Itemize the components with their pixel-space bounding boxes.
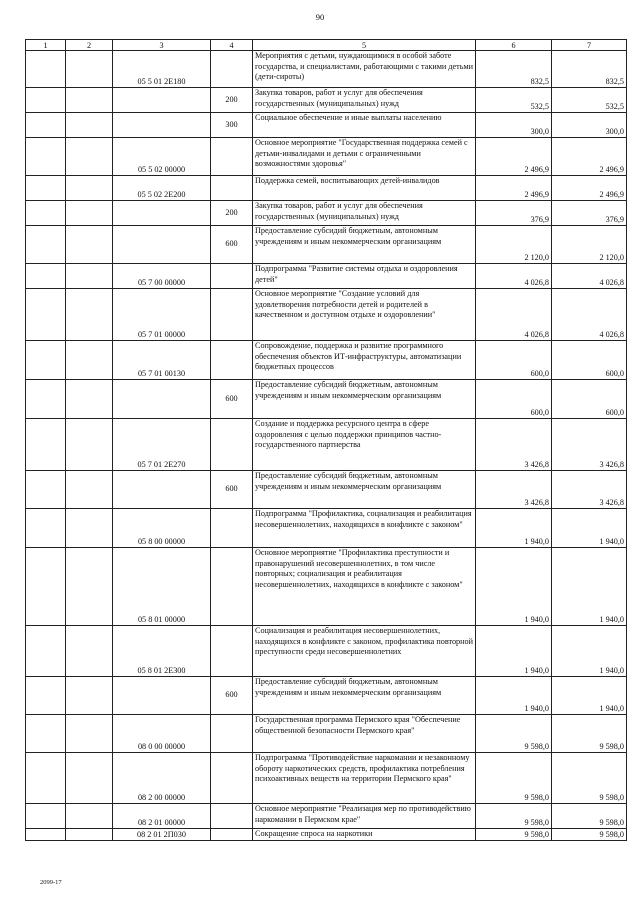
- budget-code-cell: 05 5 02 00000: [113, 138, 211, 176]
- expense-type-cell: [211, 176, 253, 201]
- budget-code-cell: [113, 201, 211, 226]
- item-name-cell: Подпрограмма "Профилактика, социализация и реабилитация несовершеннолетних, находящихся в конфликте с законом": [253, 509, 476, 548]
- col2-cell: [66, 201, 113, 226]
- budget-code-cell: [113, 677, 211, 715]
- item-name-cell: Основное мероприятие "Профилактика преступности и правонарушений несовершеннолетних, в том числе повторных; социализация и реабилитация несовершеннолетних, находящихся в конфликте с законом": [253, 548, 476, 626]
- col2-cell: [66, 509, 113, 548]
- budget-code-cell: [113, 471, 211, 509]
- amount-col6-cell: 1 940,0: [476, 677, 552, 715]
- col1-cell: [26, 715, 66, 753]
- amount-col6-cell: 600,0: [476, 380, 552, 419]
- item-name-cell: Закупка товаров, работ и услуг для обеспечения государственных (муниципальных) нужд: [253, 88, 476, 113]
- amount-col7-cell: 832,5: [552, 51, 627, 88]
- expense-type-cell: [211, 829, 253, 841]
- column-header: 1: [26, 40, 66, 51]
- amount-col7-cell: 3 426,8: [552, 419, 627, 471]
- budget-code-cell: 05 8 00 00000: [113, 509, 211, 548]
- item-name-cell: Предоставление субсидий бюджетным, автономным учреждениям и иным некоммерческим организациям: [253, 226, 476, 264]
- budget-code-cell: 08 2 00 00000: [113, 753, 211, 804]
- amount-col6-cell: 600,0: [476, 341, 552, 380]
- table-row: [26, 753, 627, 804]
- amount-col7-cell: 300,0: [552, 113, 627, 138]
- col1-cell: [26, 804, 66, 829]
- budget-code-cell: [113, 226, 211, 264]
- budget-code-cell: [113, 380, 211, 419]
- column-header: 2: [66, 40, 113, 51]
- amount-col7-cell: 4 026,8: [552, 289, 627, 341]
- item-name-cell: Социальное обеспечение и иные выплаты населению: [253, 113, 476, 138]
- budget-code-cell: [113, 113, 211, 138]
- expense-type-cell: [211, 138, 253, 176]
- amount-col6-cell: 3 426,8: [476, 419, 552, 471]
- col2-cell: [66, 626, 113, 677]
- table-row: [26, 88, 627, 113]
- amount-col7-cell: 9 598,0: [552, 715, 627, 753]
- item-name-cell: Подпрограмма "Противодействие наркомании и незаконному обороту наркотических средств, профилактика потребления психоактивных веществ на территории Пермского края": [253, 753, 476, 804]
- item-name-cell: Основное мероприятие "Государственная поддержка семей с детьми-инвалидами и детьми с ограниченными возможностями здоровья": [253, 138, 476, 176]
- footer-code: 2099-17: [40, 879, 62, 886]
- column-header: 4: [211, 40, 253, 51]
- table-row: [26, 113, 627, 138]
- col1-cell: [26, 138, 66, 176]
- expense-type-cell: [211, 264, 253, 289]
- table-row: [26, 677, 627, 715]
- expense-type-cell: [211, 548, 253, 626]
- budget-code-cell: 05 5 02 2Е200: [113, 176, 211, 201]
- col2-cell: [66, 341, 113, 380]
- col1-cell: [26, 176, 66, 201]
- table-row: [26, 289, 627, 341]
- col2-cell: [66, 804, 113, 829]
- col1-cell: [26, 341, 66, 380]
- item-name-cell: Создание и поддержка ресурсного центра в сфере оздоровления с целью поддержки принципов частно-государственного партнерства: [253, 419, 476, 471]
- amount-col7-cell: 2 496,9: [552, 176, 627, 201]
- amount-col6-cell: 4 026,8: [476, 289, 552, 341]
- expense-type-cell: 200: [211, 88, 253, 113]
- table-row: [26, 226, 627, 264]
- expense-type-cell: [211, 804, 253, 829]
- col2-cell: [66, 829, 113, 841]
- table-row: [26, 341, 627, 380]
- col1-cell: [26, 264, 66, 289]
- item-name-cell: Предоставление субсидий бюджетным, автономным учреждениям и иным некоммерческим организациям: [253, 677, 476, 715]
- table-row: [26, 264, 627, 289]
- amount-col7-cell: 1 940,0: [552, 626, 627, 677]
- column-header: 7: [552, 40, 627, 51]
- amount-col7-cell: 376,9: [552, 201, 627, 226]
- item-name-cell: Основное мероприятие "Реализация мер по противодействию наркомании в Пермском крае": [253, 804, 476, 829]
- budget-code-cell: 08 2 01 00000: [113, 804, 211, 829]
- table-row: [26, 715, 627, 753]
- table-row: [26, 176, 627, 201]
- budget-code-cell: 05 7 00 00000: [113, 264, 211, 289]
- amount-col7-cell: 1 940,0: [552, 509, 627, 548]
- col2-cell: [66, 226, 113, 264]
- item-name-cell: Основное мероприятие "Создание условий для удовлетворения потребности детей и родителей в качественном и доступном отдыхе и оздоровлении": [253, 289, 476, 341]
- budget-code-cell: 05 7 01 00000: [113, 289, 211, 341]
- item-name-cell: Предоставление субсидий бюджетным, автономным учреждениям и иным некоммерческим организациям: [253, 380, 476, 419]
- col2-cell: [66, 419, 113, 471]
- item-name-cell: Поддержка семей, воспитывающих детей-инвалидов: [253, 176, 476, 201]
- col1-cell: [26, 380, 66, 419]
- budget-code-cell: 05 8 01 2Е300: [113, 626, 211, 677]
- budget-code-cell: 08 0 00 00000: [113, 715, 211, 753]
- col1-cell: [26, 419, 66, 471]
- table-row: [26, 419, 627, 471]
- col1-cell: [26, 201, 66, 226]
- col1-cell: [26, 226, 66, 264]
- item-name-cell: Сопровождение, поддержка и развитие программного обеспечения объектов ИТ-инфраструктуры, автоматизации бюджетных процессов: [253, 341, 476, 380]
- amount-col7-cell: 9 598,0: [552, 829, 627, 841]
- col1-cell: [26, 471, 66, 509]
- table-row: [26, 51, 627, 88]
- expense-type-cell: 600: [211, 380, 253, 419]
- amount-col6-cell: 376,9: [476, 201, 552, 226]
- amount-col7-cell: 600,0: [552, 380, 627, 419]
- amount-col7-cell: 2 120,0: [552, 226, 627, 264]
- item-name-cell: Закупка товаров, работ и услуг для обеспечения государственных (муниципальных) нужд: [253, 201, 476, 226]
- amount-col7-cell: 9 598,0: [552, 753, 627, 804]
- col1-cell: [26, 829, 66, 841]
- expense-type-cell: [211, 626, 253, 677]
- amount-col7-cell: 600,0: [552, 341, 627, 380]
- table-row: [26, 548, 627, 626]
- item-name-cell: Предоставление субсидий бюджетным, автономным учреждениям и иным некоммерческим организациям: [253, 471, 476, 509]
- budget-code-cell: 05 5 01 2Е180: [113, 51, 211, 88]
- item-name-cell: Государственная программа Пермского края "Обеспечение общественной безопасности Пермского края": [253, 715, 476, 753]
- expense-type-cell: [211, 51, 253, 88]
- expense-type-cell: [211, 753, 253, 804]
- expense-type-cell: [211, 419, 253, 471]
- table-row: [26, 509, 627, 548]
- col2-cell: [66, 471, 113, 509]
- col2-cell: [66, 51, 113, 88]
- amount-col6-cell: 9 598,0: [476, 829, 552, 841]
- amount-col7-cell: 4 026,8: [552, 264, 627, 289]
- amount-col6-cell: 4 026,8: [476, 264, 552, 289]
- col2-cell: [66, 548, 113, 626]
- col1-cell: [26, 626, 66, 677]
- amount-col7-cell: 2 496,9: [552, 138, 627, 176]
- table-row: [26, 201, 627, 226]
- table-row: [26, 804, 627, 829]
- col2-cell: [66, 715, 113, 753]
- item-name-cell: Социализация и реабилитация несовершеннолетних, находящихся в конфликте с законом, профилактика повторной преступности среди несовершеннолетних: [253, 626, 476, 677]
- table-row: [26, 138, 627, 176]
- col2-cell: [66, 88, 113, 113]
- budget-code-cell: 05 7 01 00130: [113, 341, 211, 380]
- expense-type-cell: [211, 289, 253, 341]
- col2-cell: [66, 753, 113, 804]
- amount-col7-cell: 9 598,0: [552, 804, 627, 829]
- column-header: 6: [476, 40, 552, 51]
- col1-cell: [26, 88, 66, 113]
- amount-col7-cell: 1 940,0: [552, 677, 627, 715]
- col1-cell: [26, 677, 66, 715]
- page-number: 90: [315, 12, 325, 22]
- column-header: 3: [113, 40, 211, 51]
- amount-col6-cell: 9 598,0: [476, 715, 552, 753]
- col2-cell: [66, 677, 113, 715]
- amount-col7-cell: 1 940,0: [552, 548, 627, 626]
- amount-col6-cell: 2 496,9: [476, 138, 552, 176]
- amount-col6-cell: 300,0: [476, 113, 552, 138]
- col1-cell: [26, 289, 66, 341]
- col1-cell: [26, 113, 66, 138]
- column-header: 5: [253, 40, 476, 51]
- expense-type-cell: 600: [211, 471, 253, 509]
- amount-col6-cell: 1 940,0: [476, 509, 552, 548]
- item-name-cell: Мероприятия с детьми, нуждающимися в особой заботе государства, и специалистами, работающими с такими детьми (дети-сироты): [253, 51, 476, 88]
- amount-col6-cell: 1 940,0: [476, 626, 552, 677]
- amount-col6-cell: 832,5: [476, 51, 552, 88]
- header-row: [26, 40, 627, 51]
- amount-col7-cell: 3 426,8: [552, 471, 627, 509]
- amount-col6-cell: 9 598,0: [476, 804, 552, 829]
- item-name-cell: Сокращение спроса на наркотики: [253, 829, 476, 841]
- col2-cell: [66, 380, 113, 419]
- col2-cell: [66, 264, 113, 289]
- col1-cell: [26, 509, 66, 548]
- expense-type-cell: 600: [211, 677, 253, 715]
- expense-type-cell: [211, 509, 253, 548]
- budget-table: [25, 39, 627, 841]
- col1-cell: [26, 51, 66, 88]
- budget-code-cell: 05 8 01 00000: [113, 548, 211, 626]
- expense-type-cell: 200: [211, 201, 253, 226]
- amount-col6-cell: 2 496,9: [476, 176, 552, 201]
- col2-cell: [66, 176, 113, 201]
- expense-type-cell: 600: [211, 226, 253, 264]
- amount-col6-cell: 3 426,8: [476, 471, 552, 509]
- amount-col7-cell: 532,5: [552, 88, 627, 113]
- item-name-cell: Подпрограмма "Развитие системы отдыха и оздоровления детей": [253, 264, 476, 289]
- budget-code-cell: 08 2 01 2П030: [113, 829, 211, 841]
- expense-type-cell: 300: [211, 113, 253, 138]
- table-row: [26, 829, 627, 841]
- budget-code-cell: 05 7 01 2Е270: [113, 419, 211, 471]
- col2-cell: [66, 289, 113, 341]
- expense-type-cell: [211, 715, 253, 753]
- amount-col6-cell: 1 940,0: [476, 548, 552, 626]
- table-row: [26, 471, 627, 509]
- col2-cell: [66, 113, 113, 138]
- col1-cell: [26, 753, 66, 804]
- table-row: [26, 380, 627, 419]
- expense-type-cell: [211, 341, 253, 380]
- col1-cell: [26, 548, 66, 626]
- amount-col6-cell: 2 120,0: [476, 226, 552, 264]
- amount-col6-cell: 9 598,0: [476, 753, 552, 804]
- table-row: [26, 626, 627, 677]
- budget-code-cell: [113, 88, 211, 113]
- col2-cell: [66, 138, 113, 176]
- amount-col6-cell: 532,5: [476, 88, 552, 113]
